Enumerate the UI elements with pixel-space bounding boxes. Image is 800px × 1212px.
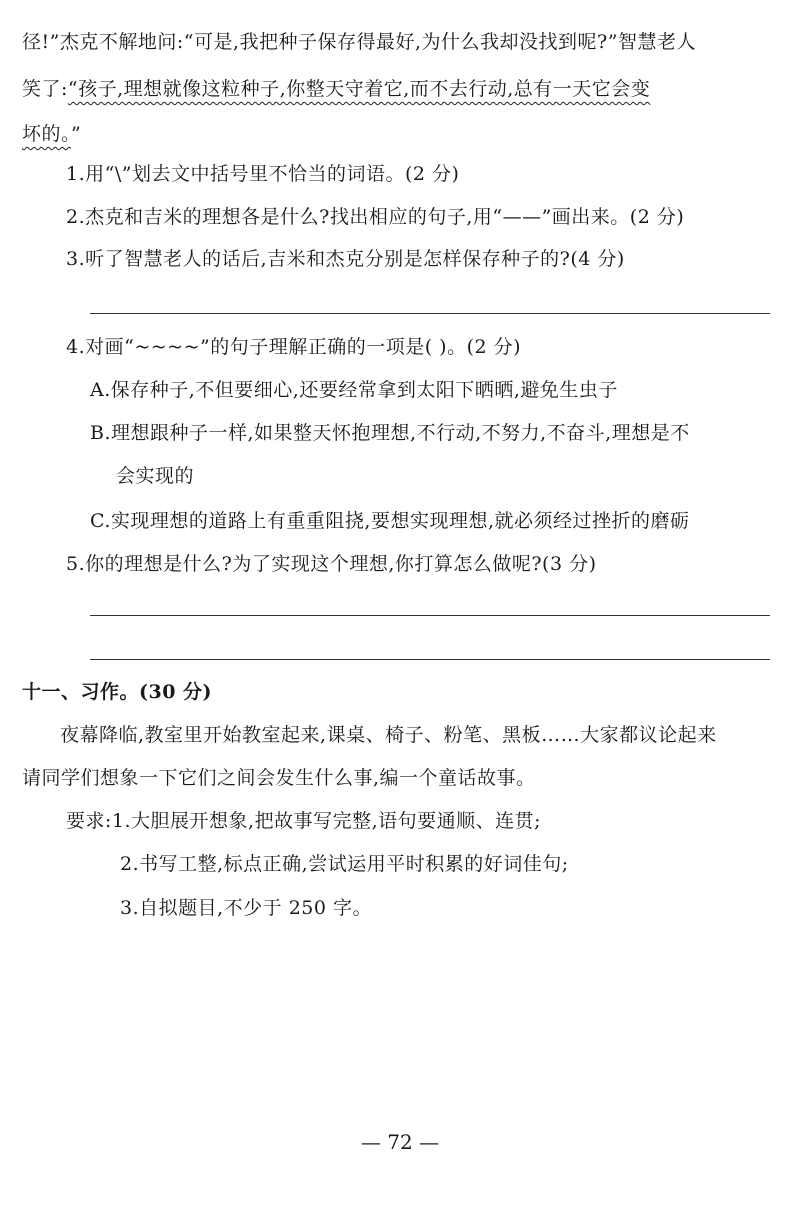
passage-line-1: 径!”杰克不解地问:“可是,我把种子保存得最好,为什么我却没找到呢?”智慧老人 bbox=[22, 31, 696, 53]
answer-line-q5-1[interactable] bbox=[90, 615, 770, 616]
option-a: A.保存种子,不但要细心,还要经常拿到太阳下晒晒,避免生虫子 bbox=[90, 379, 618, 401]
passage-line-2 bbox=[22, 77, 650, 101]
section-heading-composition: 十一、习作。(30 分) bbox=[22, 681, 213, 703]
passage-text: 笑了: bbox=[22, 78, 68, 100]
requirement-1: 要求:1.大胆展开想象,把故事写完整,语句要通顺、连贯; bbox=[66, 810, 542, 832]
option-b: B.理想跟种子一样,如果整天怀抱理想,不行动,不努力,不奋斗,理想是不 bbox=[90, 422, 690, 444]
question-3: 3.听了智慧老人的话后,吉米和杰克分别是怎样保存种子的?(4 分) bbox=[66, 248, 625, 270]
passage-line-3 bbox=[22, 122, 81, 146]
answer-line-q3[interactable] bbox=[90, 313, 770, 314]
composition-prompt-line-2: 请同学们想象一下它们之间会发生什么事,编一个童话故事。 bbox=[22, 767, 536, 789]
requirement-3: 3.自拟题目,不少于 250 字。 bbox=[120, 897, 373, 919]
option-b-continued: 会实现的 bbox=[116, 465, 195, 487]
answer-line-q5-2[interactable] bbox=[90, 659, 770, 660]
question-4: 4.对画“~~~~”的句子理解正确的一项是( )。(2 分) bbox=[66, 336, 522, 358]
question-2: 2.杰克和吉米的理想各是什么?找出相应的句子,用“——”画出来。(2 分) bbox=[66, 206, 685, 228]
wavy-underlined-sentence: “孩子,理想就像这粒种子,你整天守着它,而不去行动,总有一天它会变 bbox=[67, 78, 651, 100]
wavy-underlined-sentence-end: 坏的。 bbox=[22, 123, 72, 145]
page-number: — 72 — bbox=[360, 1130, 440, 1154]
question-5: 5.你的理想是什么?为了实现这个理想,你打算怎么做呢?(3 分) bbox=[66, 553, 597, 575]
question-1: 1.用“\”划去文中括号里不恰当的词语。(2 分) bbox=[66, 163, 460, 185]
composition-prompt-line-1: 夜幕降临,教室里开始教室起来,课桌、椅子、粉笔、黑板……大家都议论起来 bbox=[60, 724, 717, 746]
option-c: C.实现理想的道路上有重重阻挠,要想实现理想,就必须经过挫折的磨砺 bbox=[90, 510, 690, 532]
requirement-2: 2.书写工整,标点正确,尝试运用平时积累的好词佳句; bbox=[120, 853, 569, 875]
passage-text: ” bbox=[71, 123, 82, 145]
